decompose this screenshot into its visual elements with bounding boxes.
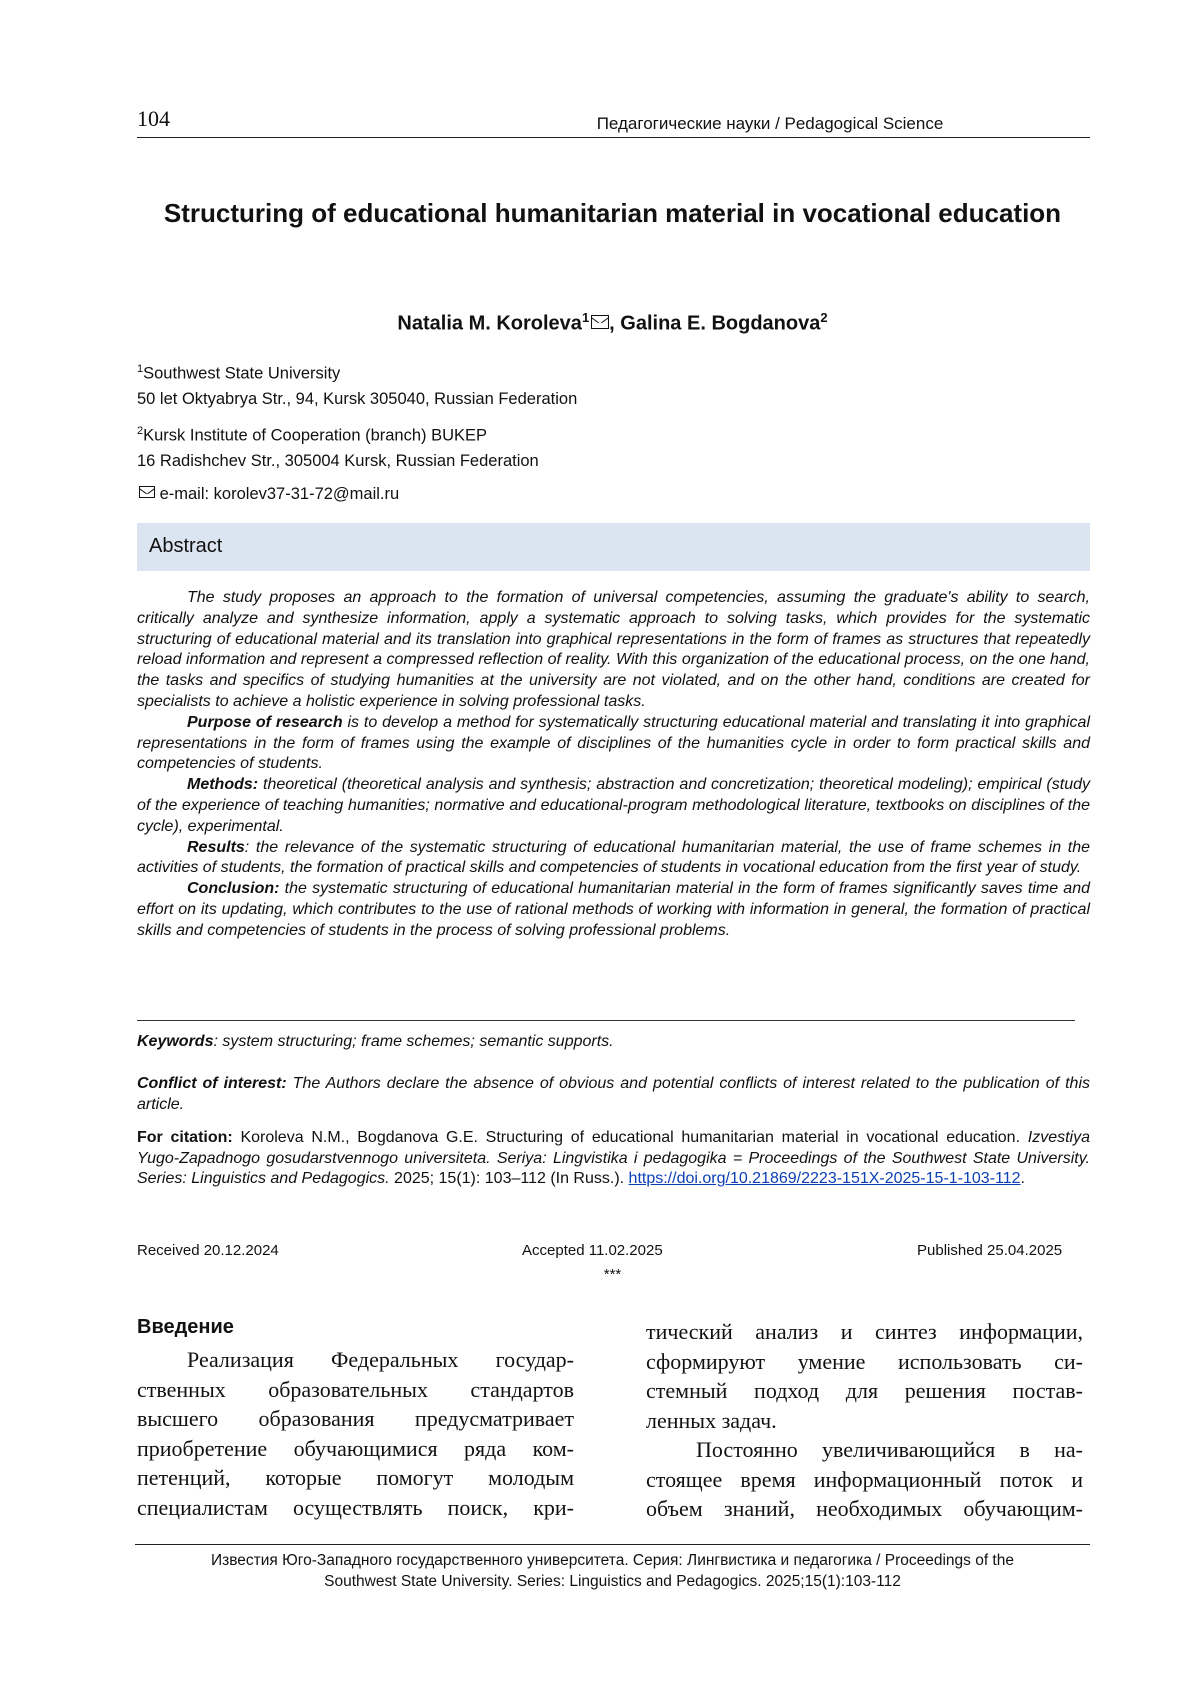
left-column: [137, 1345, 574, 1522]
abstract-header-bar: [137, 523, 1090, 571]
abstract-conclusion: [137, 879, 1090, 941]
right-column: [646, 1317, 1083, 1524]
abstract-body: [137, 588, 1090, 942]
author-1-affiliation-mark: 1: [581, 310, 590, 325]
envelope-icon: [591, 315, 609, 329]
right-line-1: тический анализ и синтез информации,: [646, 1319, 1083, 1344]
envelope-icon: [139, 486, 155, 498]
left-line-1: Реализация Федеральных государ-: [187, 1347, 574, 1372]
author-2-affiliation-mark: 2: [820, 310, 828, 325]
running-head: [0, 114, 1090, 134]
citation-journal: Izvestiya Yugo-Zapadnogo gosudarstvennogo universiteta. Seriya: Lingvistika i pedagogika = Proceedings of the Southwest State University. Series: Linguistics and Pedagogics.: [137, 1129, 1091, 1187]
published-date: Published 25.04.2025: [917, 1242, 1063, 1259]
right-line-4: ленных задач.: [646, 1407, 777, 1433]
keywords-text: : system structuring; frame schemes; semantic supports.: [213, 1033, 614, 1050]
affiliation-2-name: Kursk Institute of Cooperation (branch) BUKEP: [143, 426, 488, 445]
email-line: [137, 482, 399, 507]
author-list: [150, 310, 1075, 336]
conflict-label: Conflict of interest:: [137, 1075, 287, 1092]
purpose-text: is to develop a method for systematically structuring educational material and translating it into graphical representations in the form of frames using the example of disciplines of the humanities cycle in order to form practical skills and competencies of students.: [137, 713, 1090, 773]
conclusion-text: the systematic structuring of educational humanitarian material in the form of frames significantly saves time and effort on its updating, which contributes to the use of rational methods of working with information in general, the formation of practical skills and competencies of students in the process of solving professional problems.: [137, 880, 1090, 939]
introduction-heading: Введение: [137, 1316, 234, 1338]
results-label: Results: [187, 838, 245, 856]
author-2: Galina E. Bogdanova: [620, 312, 821, 335]
citation-label: For citation:: [137, 1129, 233, 1146]
right-line-7: объем знаний, необходимых обучающим-: [646, 1496, 1083, 1521]
conclusion-label: Conclusion:: [187, 880, 280, 898]
accepted-date: Accepted 11.02.2025: [522, 1242, 663, 1259]
affiliation-1-address: 50 let Oktyabrya Str., 94, Kursk 305040, Russian Federation: [137, 389, 578, 408]
affiliation-1: [137, 357, 577, 412]
abstract-divider: [137, 1020, 1075, 1021]
affiliation-1-name: Southwest State University: [143, 364, 341, 383]
left-line-5: петенций, которые помогут молодым: [137, 1465, 574, 1490]
affiliation-2: [137, 419, 539, 474]
methods-label: Methods:: [187, 776, 259, 794]
header-rule: [137, 137, 1090, 138]
methods-text: theoretical (theoretical analysis and synthesis; abstraction and concretization; theoretical modeling); empirical (study of the experience of teaching humanities; normative and educational-program methodological literature, textbooks on disciplines of the cycle), experimental.: [137, 776, 1090, 835]
email-text[interactable]: e-mail: korolev37-31-72@mail.ru: [159, 485, 400, 503]
right-line-3: стемный подход для решения постав-: [646, 1378, 1083, 1403]
author-1: Natalia M. Koroleva: [397, 312, 582, 335]
abstract-results: [137, 838, 1090, 880]
citation-issue: 2025; 15(1): 103–112 (In Russ.).: [389, 1170, 629, 1187]
right-line-6: стоящее время информационный поток и: [646, 1466, 1083, 1492]
left-line-6: специалистам осуществлять поиск, кри-: [137, 1494, 574, 1520]
affiliation-1-mark: 1: [137, 363, 144, 375]
affiliation-2-address: 16 Radishchev Str., 305004 Kursk, Russian Federation: [137, 451, 539, 470]
conflict-of-interest: [137, 1074, 1090, 1115]
left-line-3: высшего образования предусматривает: [137, 1406, 574, 1431]
left-line-4: приобретение обучающимися ряда ком-: [137, 1435, 574, 1461]
footer-rule: [135, 1544, 1090, 1545]
abstract-label: Abstract: [149, 535, 223, 557]
affiliation-2-mark: 2: [137, 425, 144, 437]
purpose-label: Purpose of research: [187, 713, 343, 731]
keywords: [137, 1032, 1090, 1053]
running-head-text: Педагогические науки / Pedagogical Science: [596, 114, 944, 133]
article-title: Structuring of educational humanitarian material in vocational education: [163, 198, 1062, 228]
citation-text: Koroleva N.M., Bogdanova G.E. Structuring of educational humanitarian material in vocational education.: [232, 1129, 1028, 1146]
citation-end: .: [1020, 1170, 1025, 1187]
doi-link[interactable]: https://doi.org/10.21869/2223-151X-2025-15-1-103-112: [628, 1170, 1021, 1187]
left-line-2: ственных образовательных стандартов: [137, 1376, 574, 1402]
received-date: Received 20.12.2024: [137, 1242, 279, 1259]
abstract-intro: The study proposes an approach to the formation of universal competencies, assuming the graduate's ability to search, critically analyze and synthesize information, apply a systematic approach to solving tasks, which provides for the systematic structuring of educational material and its translation into graphical representations in the form of frames as structures that repeatedly reload information and represent a compressed reflection of reality. With this organization of the educational process, on the one hand, the tasks and specifics of studying humanities at the university are not violated, and on the other hand, conditions are created for specialists to achieve a holistic experience in solving professional tasks.: [137, 589, 1090, 710]
author-separator: ,: [609, 312, 621, 335]
results-text: : the relevance of the systematic structuring of educational humanitarian material, the use of frame schemes in the activities of students, the formation of practical skills and competencies of students in vocational education from the first year of study.: [137, 838, 1090, 877]
journal-footer: [150, 1550, 1075, 1592]
footer-line-1: Известия Юго-Западного государственного университета. Серия: Лингвистика и педагогика / Proceedings of the: [211, 1552, 1014, 1569]
keywords-label: Keywords: [137, 1033, 214, 1050]
page-number: 104: [137, 106, 170, 131]
abstract-purpose: [137, 713, 1090, 775]
conflict-text: The Authors declare the absence of obvious and potential conflicts of interest related to the publication of this article.: [137, 1075, 1090, 1113]
abstract-methods: [137, 775, 1090, 837]
right-line-5: Постоянно увеличивающийся в на-: [696, 1437, 1083, 1462]
section-separator: ***: [603, 1266, 622, 1283]
right-line-2: сформируют умение использовать си-: [646, 1348, 1083, 1374]
footer-line-2: Southwest State University. Series: Linguistics and Pedagogics. 2025;15(1):103-112: [324, 1573, 901, 1590]
citation: [137, 1128, 1090, 1190]
